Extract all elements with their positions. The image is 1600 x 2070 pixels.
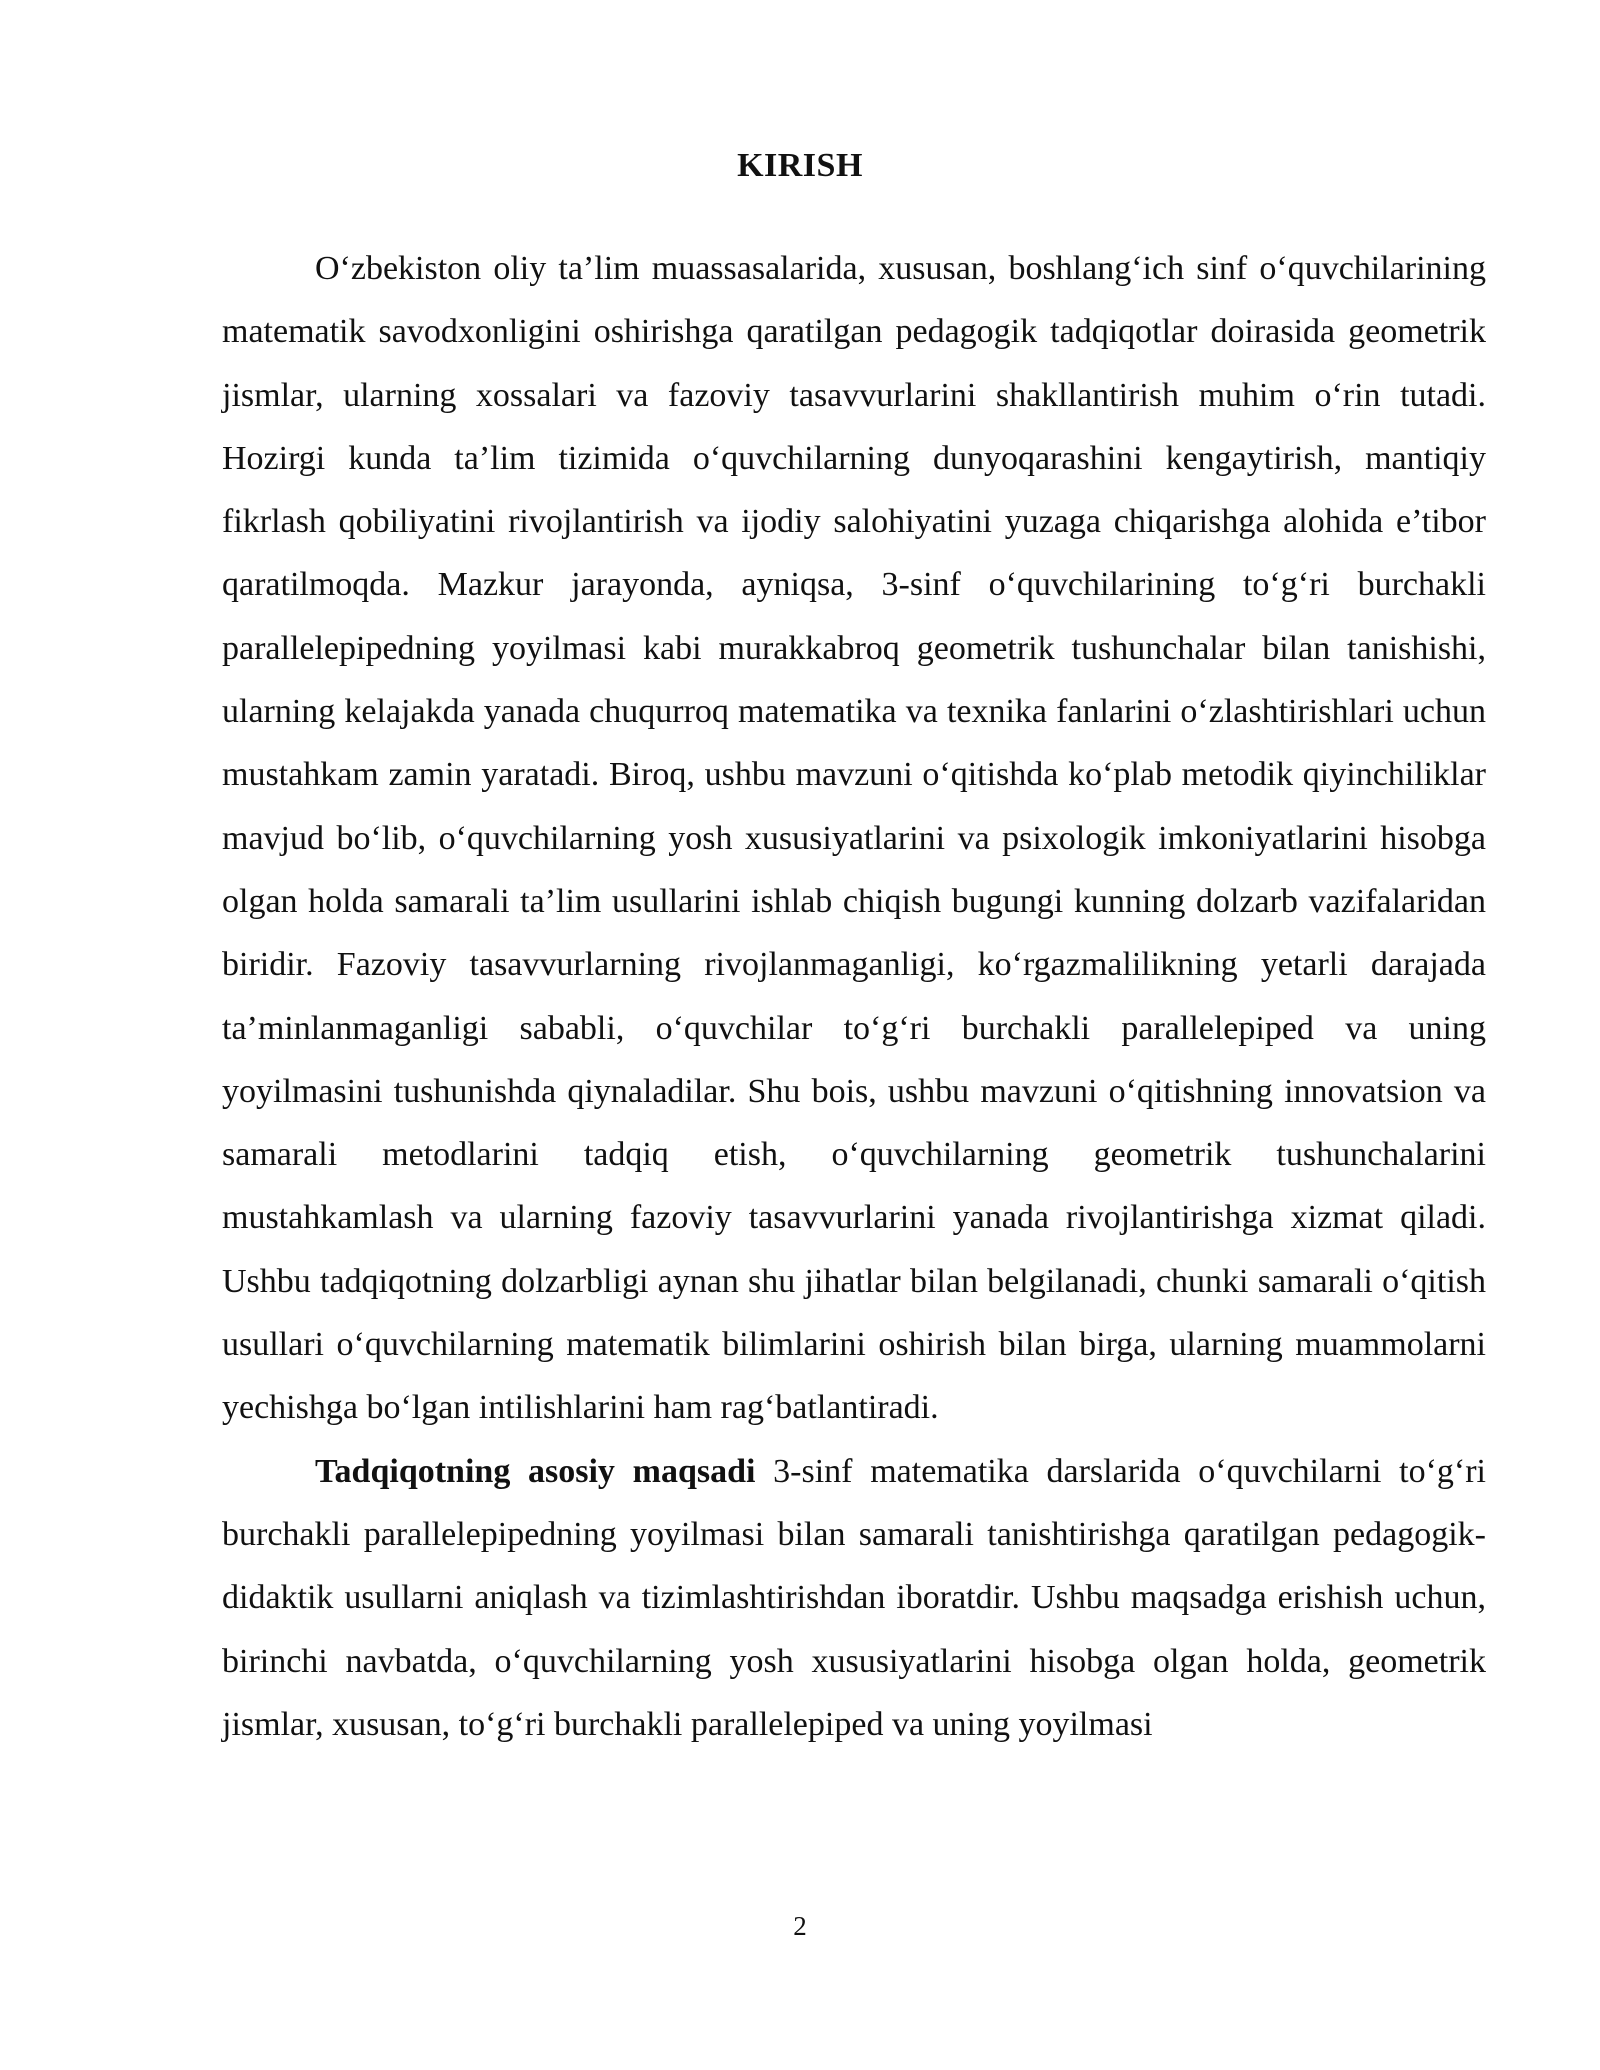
paragraph-research-goal [222, 1440, 1486, 1756]
page-number: 2 [793, 1911, 807, 1941]
paragraph-text: O‘zbekiston oliy ta’lim muassasalarida, xususan, boshlang‘ich sinf o‘quvchilarining matematik savodxonligini oshirishga qaratilgan pedagogik tadqiqotlar doirasida geometrik jismlar, ularning xossalari va fazoviy tasavvurlarini shakllantirish muhim o‘rin tutadi. Hozirgi kunda ta’lim tizimida o‘quvchilarning dunyoqarashini kengaytirish, mantiqiy fikrlash qobiliyatini rivojlantirish va ijodiy salohiyatini yuzaga chiqarishga alohida e’tibor qaratilmoqda. Mazkur jarayonda, ayniqsa, 3-sinf o‘quvchilarining to‘g‘ri burchakli parallelepipedning yoyilmasi kabi murakkabroq geometrik tushunchalar bilan tanishishi, ularning kelajakda yanada chuqurroq matematika va texnika fanlarini o‘zlashtirishlari uchun mustahkam zamin yaratadi. Biroq, ushbu mavzuni o‘qitishda ko‘plab metodik qiyinchiliklar mavjud bo‘lib, o‘quvchilarning yosh xususiyatlarini va psixologik imkoniyatlarini hisobga olgan holda samarali ta’lim usullarini ishlab chiqish bugungi kunning dolzarb vazifalaridan biridir. Fazoviy tasavvurlarning rivojlanmaganligi, ko‘rgazmalilikning yetarli darajada ta’minlanmaganligi sababli, o‘quvchilar to‘g‘ri burchakli parallelepiped va uning yoyilmasini tushunishda qiynaladilar. Shu bois, ushbu mavzuni o‘qitishning innovatsion va samarali metodlarini tadqiq etish, o‘quvchilarning geometrik tushunchalarini mustahkamlash va ularning fazoviy tasavvurlarini yanada rivojlantirishga xizmat qiladi. Ushbu tadqiqotning dolzarbligi aynan shu jihatlar bilan belgilanadi, chunki samarali o‘qitish usullari o‘quvchilarning matematik bilimlarini oshirish bilan birga, ularning muammolarni yechishga bo‘lgan intilishlarini ham rag‘batlantiradi. [222, 250, 1486, 1427]
body-text [222, 237, 1486, 1756]
paragraph-lead: Tadqiqotning asosiy maqsadi [315, 1452, 756, 1490]
paragraph-introduction [222, 237, 1486, 1440]
paragraph-text: 3-sinf matematika darslarida o‘quvchilarni to‘g‘ri burchakli parallelepipedning yoyilmasi bilan samarali tanishtirishga qaratilgan pedagogik-didaktik usullarni aniqlash va tizimlashtirishdan iboratdir. Ushbu maqsadga erishish uchun, birinchi navbatda, o‘quvchilarning yosh xususiyatlarini hisobga olgan holda, geometrik jismlar, xususan, to‘g‘ri burchakli parallelepiped va uning yoyilmasi [222, 1452, 1487, 1743]
section-heading: KIRISH [737, 147, 863, 184]
